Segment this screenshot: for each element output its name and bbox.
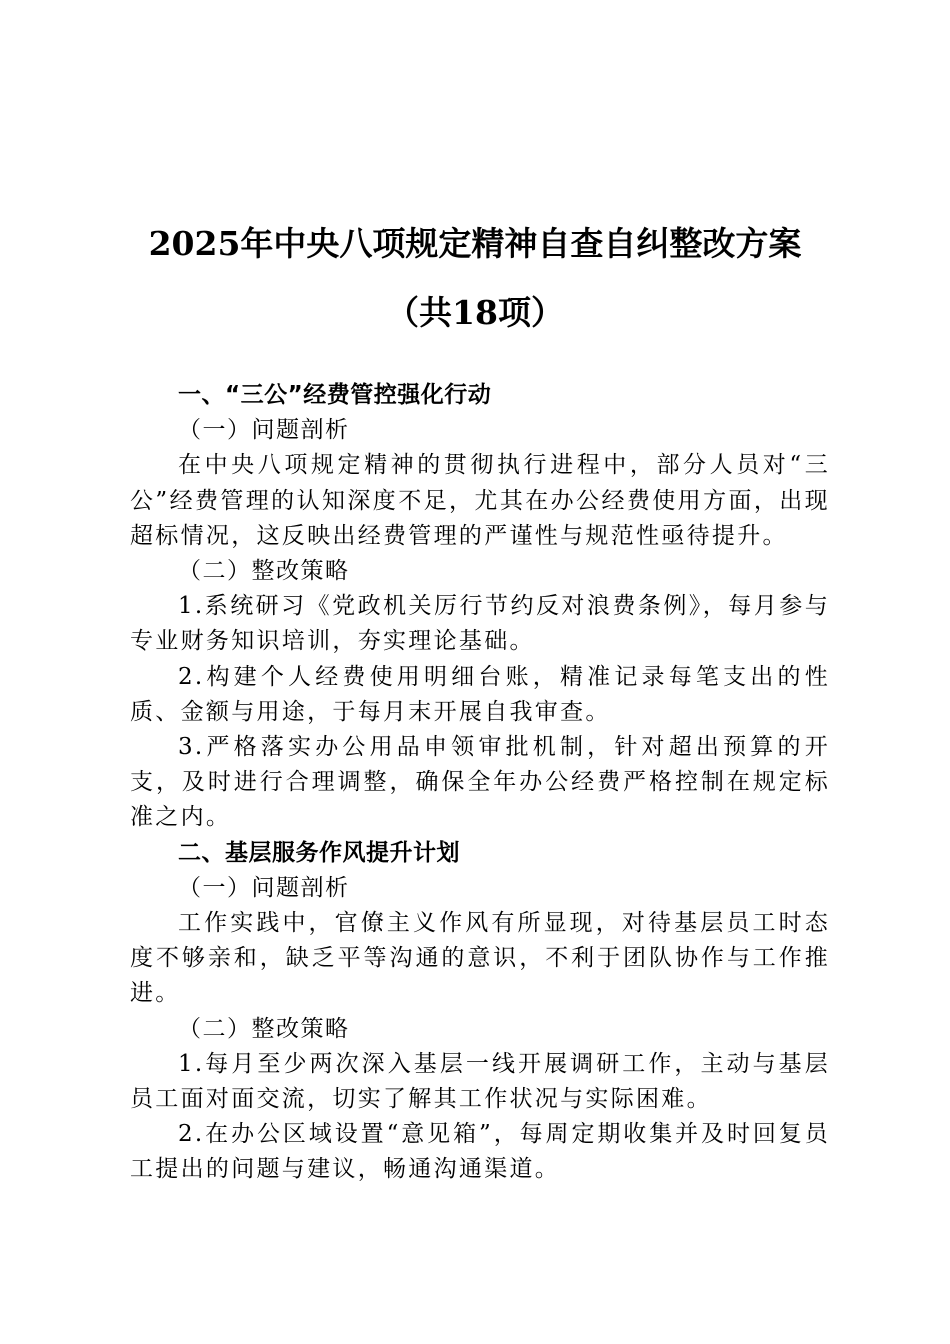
analysis-paragraph: 工作实践中，官僚主义作风有所显现，对待基层员工时态度不够亲和，缺乏平等沟通的意识，不利于团队协作与工作推进。	[130, 910, 830, 1007]
measure-item: 2.构建个人经费使用明细台账，精准记录每笔支出的性质、金额与用途，于每月末开展自我审查。	[130, 663, 830, 725]
document-body	[130, 378, 830, 1188]
measure-item: 1.系统研习《党政机关厉行节约反对浪费条例》，每月参与专业财务知识培训，夯实理论基础。	[130, 593, 830, 655]
section-heading: 二、基层服务作风提升计划	[178, 839, 460, 866]
analysis-paragraph: 在中央八项规定精神的贯彻执行进程中，部分人员对“三公”经费管理的认知深度不足，尤其在办公经费使用方面，出现超标情况，这反映出经费管理的严谨性与规范性亟待提升。	[130, 452, 830, 549]
section-heading: 一、“三公”经费管控强化行动	[178, 382, 492, 408]
document-subtitle: （共18项）	[386, 293, 564, 332]
document-title: 2025年中央八项规定精神自查自纠整改方案	[148, 224, 802, 263]
analysis-label: （一）问题剖析	[178, 417, 350, 444]
measures-label: （二）整改策略	[178, 558, 350, 585]
measure-item: 3.严格落实办公用品申领审批机制，针对超出预算的开支，及时进行合理调整，确保全年办公经费严格控制在规定标准之内。	[130, 734, 830, 831]
measures-label: （二）整改策略	[178, 1015, 350, 1042]
measure-item: 1.每月至少两次深入基层一线开展调研工作，主动与基层员工面对面交流，切实了解其工作状况与实际困难。	[130, 1050, 830, 1113]
measure-item: 2.在办公区域设置“意见箱”，每周定期收集并及时回复员工提出的问题与建议，畅通沟通渠道。	[130, 1121, 830, 1183]
analysis-label: （一）问题剖析	[178, 874, 350, 901]
